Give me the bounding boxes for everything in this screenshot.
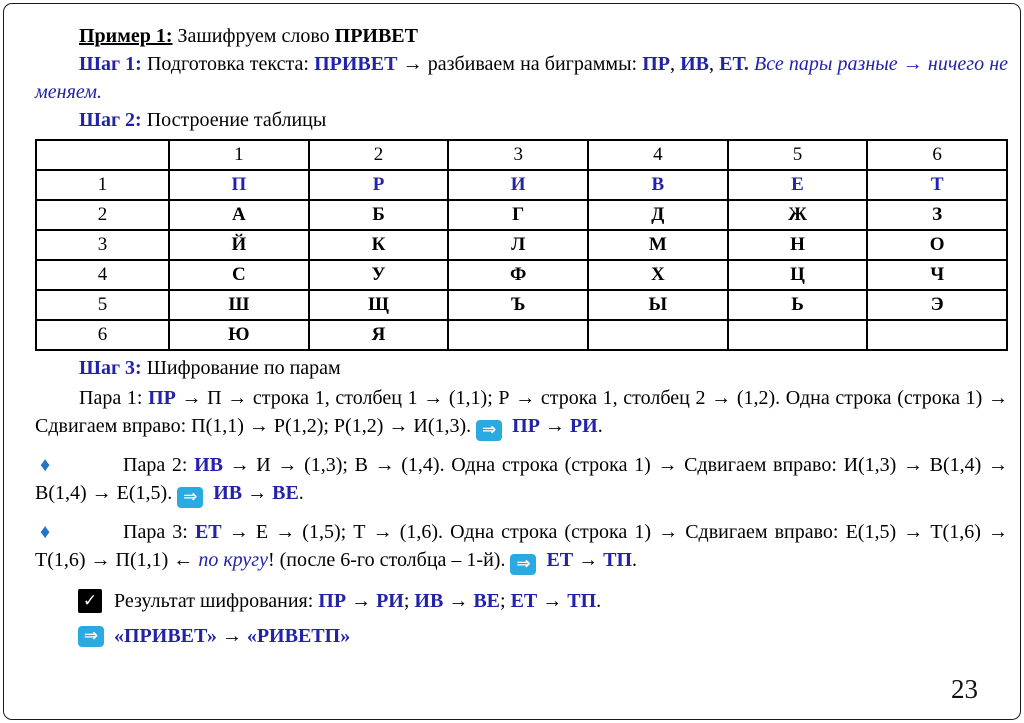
text-run: ПРИВЕТ (334, 25, 418, 47)
text-run: → И → (1,3); В → (1,4). Одна строка (строка 1) → Сдвигаем вправо: И(1,3) → В(1,4) → В(1,4) → Е(1,5). (35, 454, 1013, 504)
column-header: 4 (588, 140, 728, 170)
table-cell: Я (309, 320, 449, 350)
text-run: ТП (603, 549, 633, 571)
double-arrow-icon (476, 420, 502, 441)
pair2-text (35, 454, 1013, 504)
text-run: ИВ (680, 53, 710, 75)
table-row (36, 170, 1007, 200)
table-cell: Й (169, 230, 309, 260)
table-cell: Ч (867, 260, 1007, 290)
step3-heading (35, 354, 1008, 382)
text-run: ! (после 6-го столбца – 1-й). (267, 549, 511, 571)
result-line (35, 587, 1008, 615)
table-cell: З (867, 200, 1007, 230)
table-cell (728, 320, 868, 350)
text-run: → (443, 590, 474, 612)
text-run: Шаг 1: (79, 53, 142, 75)
text-run: . (298, 482, 304, 504)
text-run: ИВ (414, 590, 444, 612)
text-run: . (596, 590, 602, 612)
table-cell: В (588, 170, 728, 200)
column-header: 5 (728, 140, 868, 170)
slide-content (35, 22, 1014, 650)
text-run: ПР (148, 387, 176, 409)
table-row (36, 290, 1007, 320)
table-cell: Ц (728, 260, 868, 290)
table-row (36, 260, 1007, 290)
cipher-table (35, 139, 1008, 351)
text-run: ТП (567, 590, 597, 612)
table-row (36, 230, 1007, 260)
text-run: ПР (318, 590, 347, 612)
text-run: ИВ (213, 482, 243, 504)
pair1-paragraph (35, 384, 1013, 441)
pair3-text (35, 521, 1013, 571)
text-run: ВЕ (473, 590, 501, 612)
text-run: Пара 3: (123, 521, 195, 543)
table-header-row (36, 140, 1007, 170)
table-cell (867, 320, 1007, 350)
table-cell: Э (867, 290, 1007, 320)
text-run: Пара 1: (79, 387, 149, 409)
table-cell: Х (588, 260, 728, 290)
table-cell: Ш (169, 290, 309, 320)
table-cell (448, 320, 588, 350)
table-cell: Е (728, 170, 868, 200)
text-run: → (346, 590, 377, 612)
text-run: ЕТ (546, 549, 574, 571)
text-run: → (242, 482, 273, 504)
column-header: 3 (448, 140, 588, 170)
pair3-paragraph (35, 518, 1013, 575)
text-run: → (539, 415, 570, 437)
text-run: ; (500, 590, 511, 612)
text-run: → (537, 590, 568, 612)
text-run: ИВ (194, 454, 223, 476)
double-arrow-icon (78, 626, 104, 647)
text-run: «РИВЕТП» (246, 625, 351, 647)
text-run: → разбиваем на биграммы: (397, 53, 643, 75)
table-cell: Д (588, 200, 728, 230)
text-run: ПР (642, 53, 670, 75)
text-run: → (573, 549, 604, 571)
table-row (36, 200, 1007, 230)
text-run: ; (403, 590, 415, 612)
table-cell: А (169, 200, 309, 230)
text-run: , (709, 53, 720, 75)
row-header: 5 (36, 290, 169, 320)
text-run: РИ (569, 415, 598, 437)
final-line (35, 622, 1008, 650)
text-run: → Е → (1,5); Т → (1,6). Одна строка (строка 1) → Сдвигаем вправо: Е(1,5) → Т(1,6) → Т(1,6) → П(1,1) ← (35, 521, 1013, 571)
pair2-paragraph (35, 451, 1013, 508)
text-run (203, 482, 213, 504)
table-cell: К (309, 230, 449, 260)
text-run: Пара 2: (123, 454, 195, 476)
text-run: Построение таблицы (141, 109, 327, 131)
text-run: по кругу (198, 549, 268, 571)
table-cell: Т (867, 170, 1007, 200)
row-header: 6 (36, 320, 169, 350)
table-cell: Ж (728, 200, 868, 230)
double-arrow-icon (510, 554, 536, 575)
diamond-bullet-icon (40, 518, 50, 546)
text-run: Результат шифрования: (114, 590, 319, 612)
table-cell: М (588, 230, 728, 260)
table-cell: О (867, 230, 1007, 260)
text-run: РИ (376, 590, 404, 612)
table-cell: И (448, 170, 588, 200)
text-run: → П → строка 1, столбец 1 → (1,1); Р → строка 1, столбец 2 → (1,2). Одна строка (строка 1) → Сдвигаем вправо: П(1,1) → Р(1,2); Р(1,2) → И(1,3). (35, 387, 1013, 437)
table-corner-cell (36, 140, 169, 170)
final-text (114, 625, 350, 647)
table-cell: Ь (728, 290, 868, 320)
text-run: ПР (512, 415, 540, 437)
example-title (35, 22, 1008, 50)
table-cell: Л (448, 230, 588, 260)
text-run: Шаг 3: (79, 357, 142, 379)
text-run: ПРИВЕТ (314, 53, 398, 75)
table-cell: С (169, 260, 309, 290)
table-cell: П (169, 170, 309, 200)
text-run: . (632, 549, 638, 571)
table-cell: Г (448, 200, 588, 230)
step1-paragraph (35, 50, 1014, 106)
text-run: ЕТ (194, 521, 222, 543)
text-run: «ПРИВЕТ» (114, 625, 217, 647)
text-run: → (216, 625, 247, 647)
table-cell: Ф (448, 260, 588, 290)
column-header: 1 (169, 140, 309, 170)
table-cell: Б (309, 200, 449, 230)
page-number: 23 (951, 674, 978, 704)
table-cell: Р (309, 170, 449, 200)
row-header: 4 (36, 260, 169, 290)
diamond-bullet-icon (40, 451, 50, 479)
table-cell: Н (728, 230, 868, 260)
double-arrow-icon (177, 487, 203, 508)
text-run (502, 415, 512, 437)
row-header: 1 (36, 170, 169, 200)
text-run: . (597, 415, 603, 437)
text-run: Все пары разные → ничего не меняем. (35, 53, 1014, 103)
text-run: ВЕ (272, 482, 299, 504)
text-run: Подготовка текста: (141, 53, 315, 75)
column-header: 6 (867, 140, 1007, 170)
table-cell: Щ (309, 290, 449, 320)
text-run: ЕТ. (719, 53, 749, 75)
table-row (36, 320, 1007, 350)
table-cell: У (309, 260, 449, 290)
row-header: 3 (36, 230, 169, 260)
row-header: 2 (36, 200, 169, 230)
text-run: ЕТ (510, 590, 538, 612)
text-run: Шифрование по парам (141, 357, 341, 379)
text-run: , (669, 53, 681, 75)
text-run: Шаг 2: (79, 109, 142, 131)
result-text (114, 590, 601, 612)
checkbox-checked-icon (78, 589, 102, 613)
table-cell: Ы (588, 290, 728, 320)
step2-heading (35, 106, 1008, 134)
text-run (536, 549, 546, 571)
table-cell: Ю (169, 320, 309, 350)
column-header: 2 (309, 140, 449, 170)
table-cell: Ъ (448, 290, 588, 320)
text-run: Пример 1: (79, 25, 173, 47)
text-run: Зашифруем слово (172, 25, 335, 47)
table-cell (588, 320, 728, 350)
